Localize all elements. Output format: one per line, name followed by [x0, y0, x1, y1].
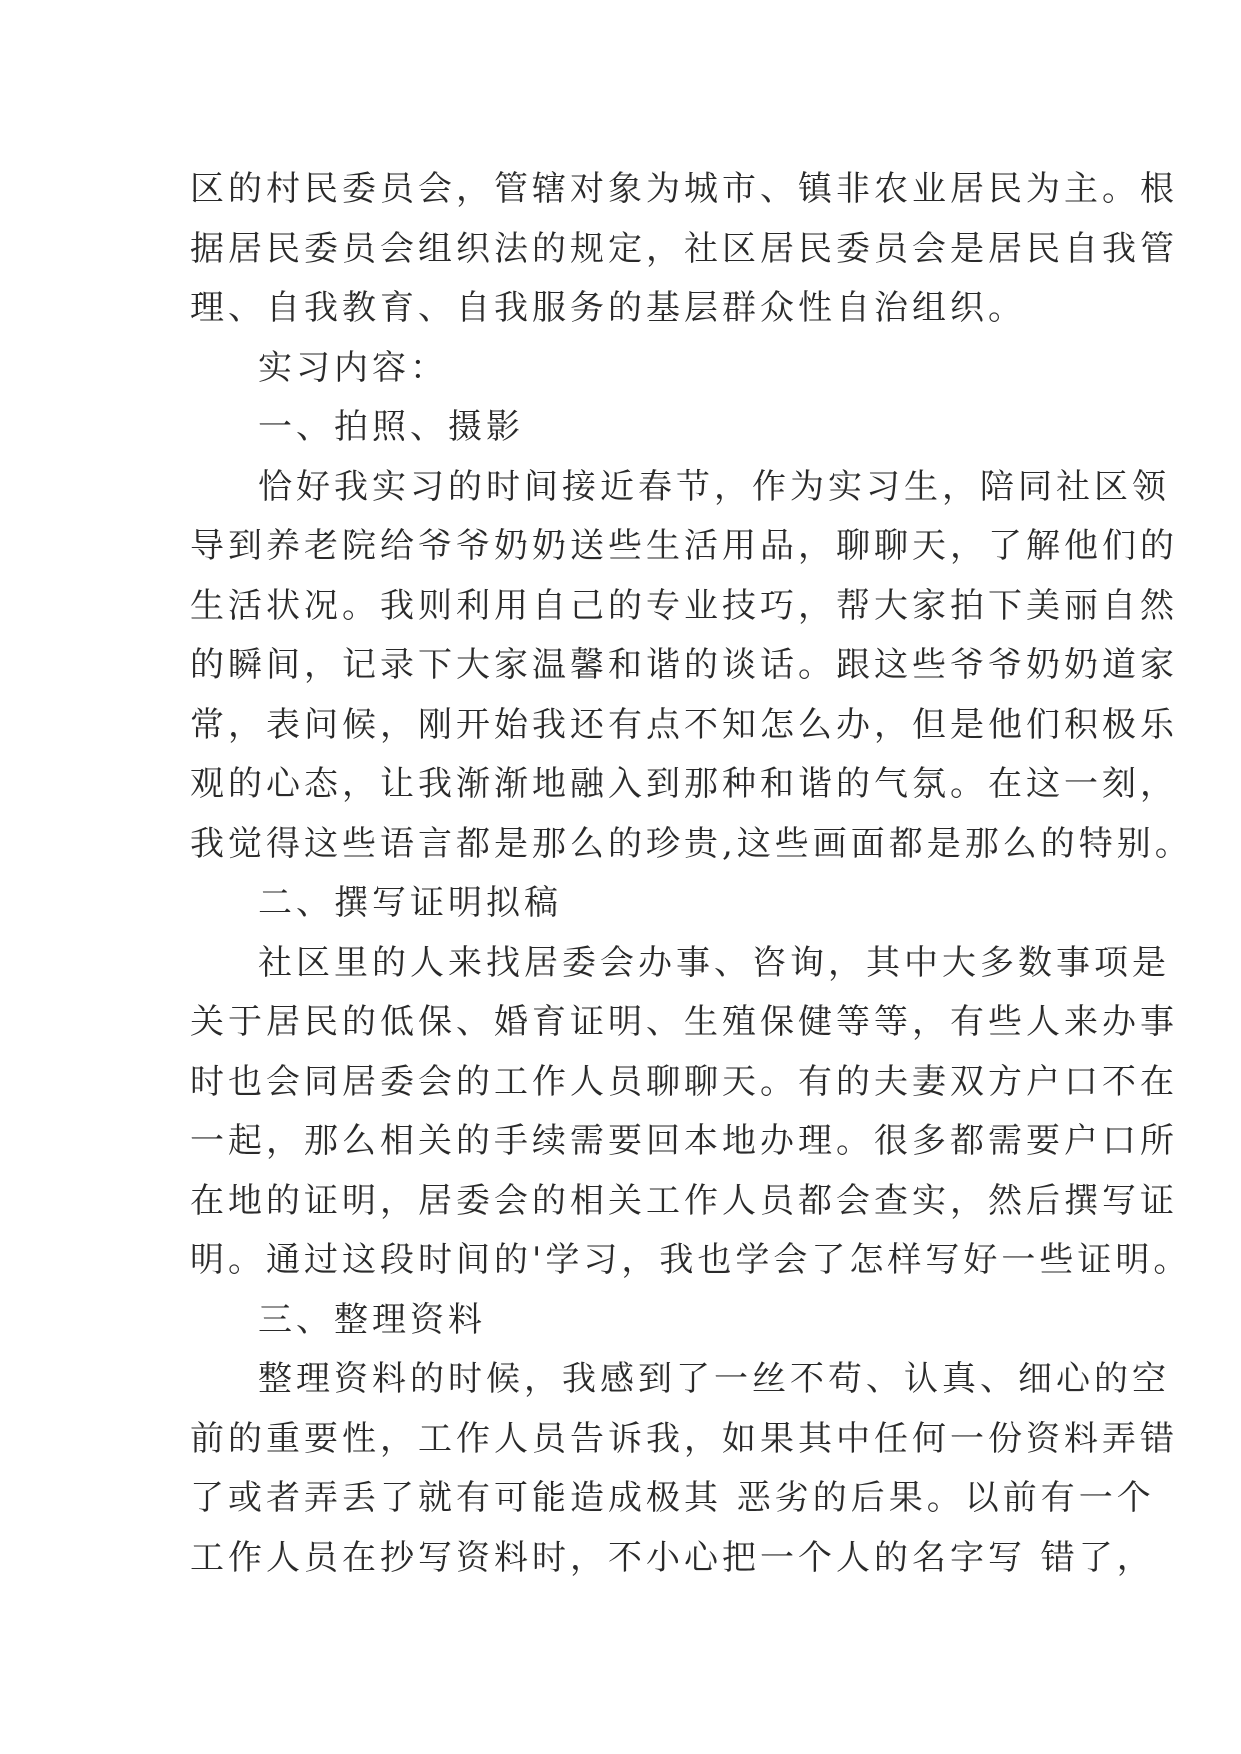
- text-line: 了或者弄丢了就有可能造成极其 恶劣的后果。以前有一个: [190, 1478, 1155, 1518]
- text-line: 在地的证明，居委会的相关工作人员都会查实，然后撰写证: [190, 1180, 1178, 1221]
- text-line: 区的村民委员会，管辖对象为城市、镇非农业居民为主。根: [190, 169, 1178, 209]
- text-line: 生活状况。我则利用自己的专业技巧，帮大家拍下美丽自然: [190, 585, 1178, 626]
- section-heading: 三、整理资料: [258, 1299, 486, 1340]
- paragraph-start-line: 社区里的人来找居委会办事、咨询，其中大多数事项是: [258, 942, 1170, 983]
- section-heading: 二、撰写证明拟稿: [258, 883, 562, 923]
- text-line: 前的重要性，工作人员告诉我，如果其中任何一份资料弄错: [190, 1418, 1178, 1459]
- text-line: 导到养老院给爷爷奶奶送些生活用品，聊聊天，了解他们的: [190, 526, 1178, 566]
- text-line: 工作人员在抄写资料时，不小心把一个人的名字写 错了，: [190, 1537, 1155, 1578]
- section-heading: 实习内容：: [258, 347, 448, 388]
- text-line: 时也会同居委会的工作人员聊聊天。有的夫妻双方户口不在: [190, 1061, 1178, 1102]
- text-line: 我觉得这些语言都是那么的珍贵,这些画面都是那么的特别。: [190, 823, 1193, 864]
- text-line: 一起，那么相关的手续需要回本地办理。很多都需要户口所: [190, 1121, 1178, 1161]
- document-body: [190, 160, 1193, 1588]
- text-line: 观的心态，让我渐渐地融入到那种和谐的气氛。在这一刻，: [190, 764, 1178, 804]
- section-heading: 一、拍照、摄影: [258, 407, 524, 447]
- text-line: 关于居民的低保、婚育证明、生殖保健等等，有些人来办事: [190, 1002, 1178, 1042]
- text-line: 常，表问候，刚开始我还有点不知怎么办，但是他们积极乐: [190, 704, 1178, 745]
- text-line: 明。通过这段时间的'学习，我也学会了怎样写好一些证明。: [190, 1240, 1192, 1280]
- text-line: 理、自我教育、自我服务的基层群众性自治组织。: [190, 288, 1026, 328]
- text-line: 据居民委员会组织法的规定，社区居民委员会是居民自我管: [190, 228, 1178, 269]
- paragraph-start-line: 整理资料的时候，我感到了一丝不苟、认真、细心的空: [258, 1359, 1170, 1399]
- text-line: 的瞬间，记录下大家温馨和谐的谈话。跟这些爷爷奶奶道家: [190, 645, 1178, 685]
- paragraph-start-line: 恰好我实习的时间接近春节，作为实习生，陪同社区领: [258, 466, 1170, 507]
